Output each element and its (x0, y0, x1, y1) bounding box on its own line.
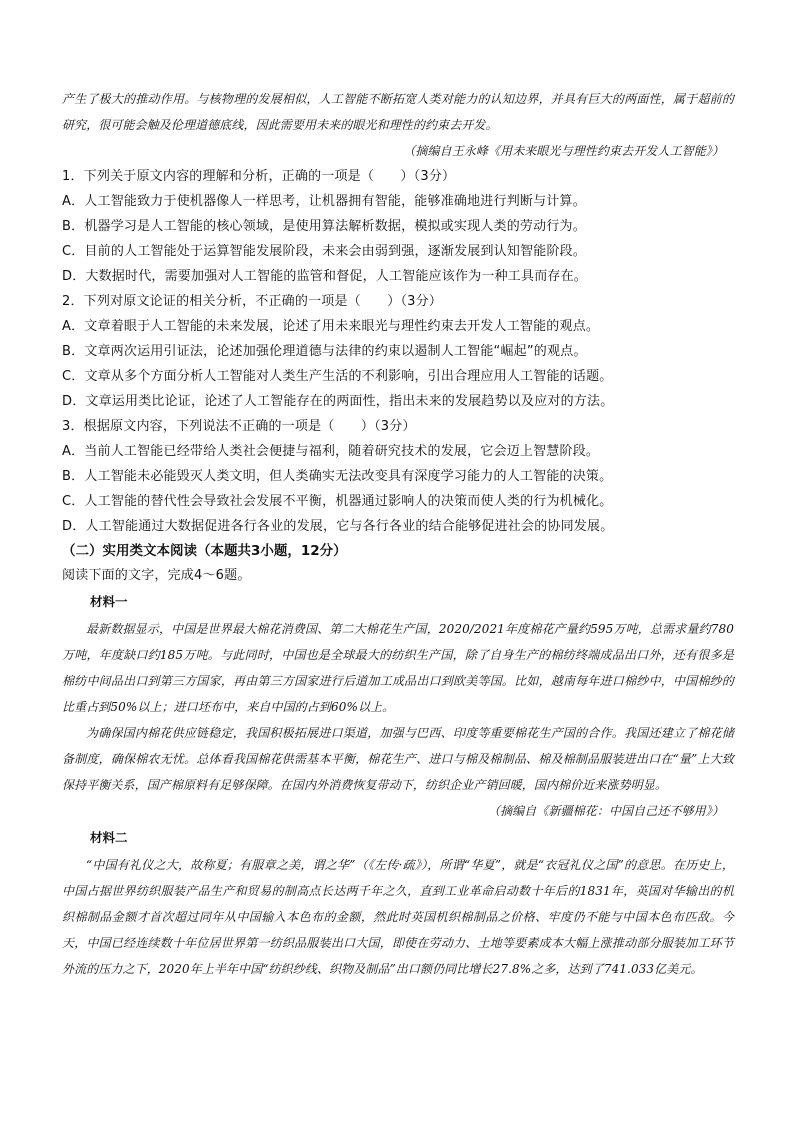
material-1-source: （摘编自《新疆棉花：中国自己还不够用》） (487, 804, 724, 818)
question-stem: 2．下列对原文论证的相关分析，不正确的一项是（ ）（3分） (62, 294, 443, 309)
question-1 (62, 164, 734, 289)
question-3 (62, 414, 734, 539)
option-a: A．文章着眼于人工智能的未来发展，论述了用未来眼光与理性约束去开发人工智能的观点。 (62, 319, 600, 334)
passage-source: （摘编自王永峰《用未来眼光与理性约束去开发人工智能》） (403, 144, 724, 158)
option-d: D．人工智能通过大数据促进各行各业的发展，它与各行各业的结合能够促进社会的协同发展。 (62, 519, 614, 534)
question-2 (62, 289, 734, 414)
page-content (62, 86, 734, 982)
option-b: B．文章两次运用引证法，论述加强伦理道德与法律的约束以遏制人工智能“崛起”的观点。 (62, 344, 587, 359)
option-c: C．目前的人工智能处于运算智能发展阶段，未来会由弱到强，逐渐发展到认知智能阶段。 (62, 244, 587, 259)
material-2-paragraph-1: “中国有礼仪之大，故称夏；有服章之美，谓之华”（《左传·疏》），所谓“华夏”，就是“衣冠礼仪之国”的意思。在历史上，中国占据世界纺织服装产品生产和贸易的制高点长达两千年之久，直到工业革命启动数十年后的1831年，英国对华输出的机织棉制品金额才首次超过同年从中国输入本色布的金额，然此时英国机织棉制品之价格、牢度仍不能与中国本色布匹敌。今天，中国已经连续数十年位居世界第一纺织品服装出口大国，即使在劳动力、土地等要素成本大幅上涨推动部分服装加工环节外流的压力之下，2020年上半年中国“纺织纱线、织物及制品”出口额仍同比增长27.8%之多，达到了741.033亿美元。 (62, 858, 734, 976)
material-1-paragraph-2: 为确保国内棉花供应链稳定，我国积极拓展进口渠道，加强与巴西、印度等重要棉花生产国的合作。我国还建立了棉花储备制度，确保棉农无忧。总体看我国棉花供需基本平衡，棉花生产、进口与棉及棉制品、棉及棉制品服装进出口在“量”上大致保持平衡关系，国产棉原料有足够保障。在国内外消费恢复带动下，纺织企业产销回暖，国内棉价近来涨势明显。 (62, 726, 734, 792)
question-stem: 1．下列关于原文内容的理解和分析，正确的一项是（ ）（3分） (62, 169, 456, 184)
passage-paragraph: 产生了极大的推动作用。与核物理的发展相似，人工智能不断拓宽人类对能力的认知边界，并具有巨大的两面性，属于超前的研究，很可能会触及伦理道德底线，因此需要用未来的眼光和理性的约束去开发。 (62, 92, 734, 132)
section-title: （二）实用类文本阅读（本题共3小题，12分） (62, 543, 347, 559)
question-stem: 3．根据原文内容，下列说法不正确的一项是（ ）（3分） (62, 419, 416, 434)
option-d: D．文章运用类比论证，论述了人工智能存在的两面性，指出未来的发展趋势以及应对的方法。 (62, 394, 614, 409)
material-2-label: 材料二 (90, 830, 128, 845)
option-b: B．人工智能未必能毁灭人类文明，但人类确实无法改变具有深度学习能力的人工智能的决策。 (62, 469, 613, 484)
option-b: B．机器学习是人工智能的核心领域，是使用算法解析数据，模拟或实现人类的劳动行为。 (62, 219, 586, 234)
option-a: A．当前人工智能已经带给人类社会便捷与福利，随着研究技术的发展，它会迈上智慧阶段。 (62, 444, 600, 459)
option-a: A．人工智能致力于使机器像人一样思考，让机器拥有智能，能够准确地进行判断与计算。 (62, 194, 586, 209)
material-1-label: 材料一 (90, 594, 128, 609)
section-instruction: 阅读下面的文字，完成4～6题。 (62, 568, 251, 583)
option-d: D．大数据时代，需要加强对人工智能的监管和督促，人工智能应该作为一种工具而存在。 (62, 269, 588, 284)
option-c: C．文章从多个方面分析人工智能对人类生产生活的不利影响，引出合理应用人工智能的话题。 (62, 369, 613, 384)
material-1-paragraph-1: 最新数据显示，中国是世界最大棉花消费国、第二大棉花生产国，2020/2021年度棉花产量约595万吨，总需求量约780万吨，年度缺口约185万吨。与此同时，中国也是全球最大的纺织生产国，除了自身生产的棉纺终端成品出口外，还有很多是棉纺中间品出口到第三方国家，再由第三方国家进行后道加工成品出口到欧美等国。比如，越南每年进口棉纱中，中国棉纱的比重占到50%以上；进口坯布中，来自中国的占到60%以上。 (62, 622, 734, 714)
option-c: C．人工智能的替代性会导致社会发展不平衡，机器通过影响人的决策而使人类的行为机械化。 (62, 494, 613, 509)
